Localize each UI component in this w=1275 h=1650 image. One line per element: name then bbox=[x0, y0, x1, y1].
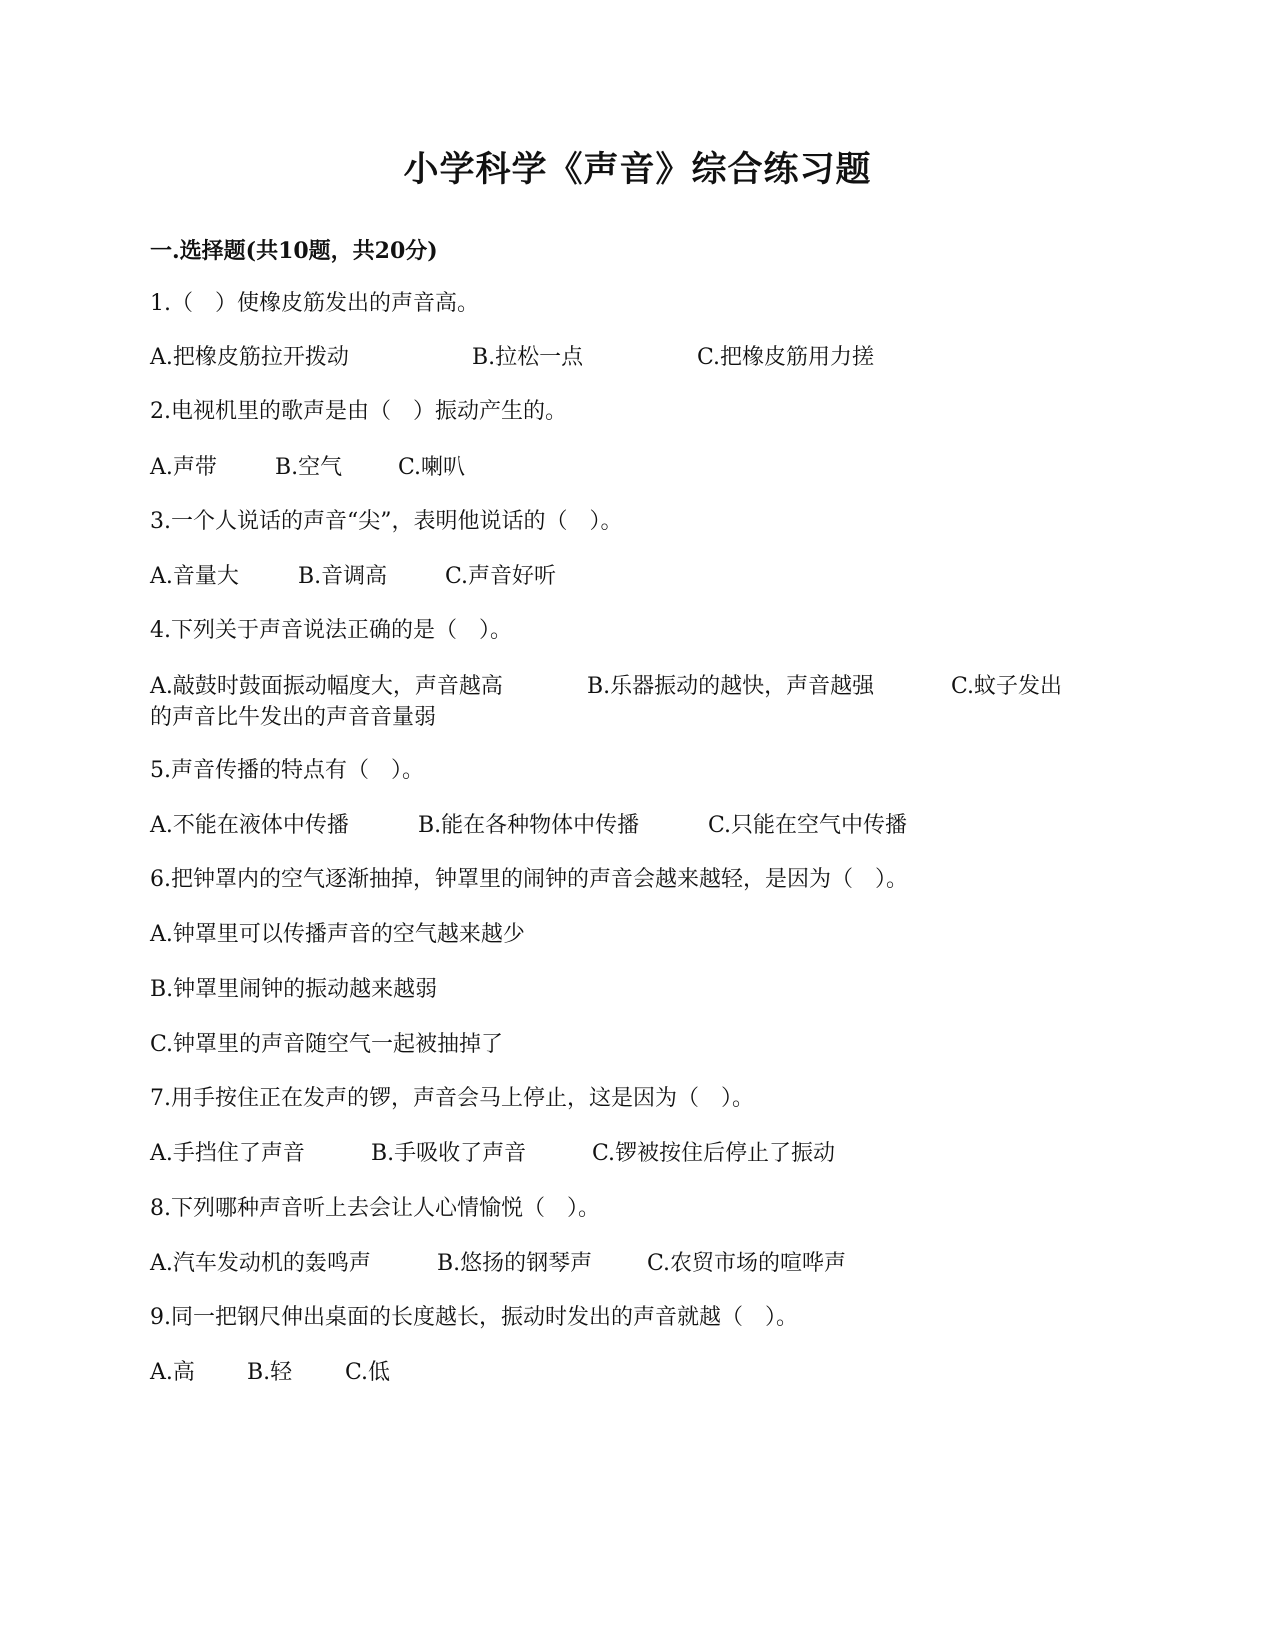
option-a: A.声带 bbox=[150, 455, 217, 480]
question-options bbox=[150, 1138, 835, 1170]
option-a: A.不能在液体中传播 bbox=[150, 813, 349, 838]
option-b: B.拉松一点 bbox=[472, 345, 584, 370]
question-stem: 6.把钟罩内的空气逐渐抽掉，钟罩里的闹钟的声音会越来越轻，是因为（ ）。 bbox=[150, 867, 908, 892]
option-c: C.锣被按住后停止了振动 bbox=[592, 1141, 836, 1166]
option-b: B.乐器振动的越快，声音越强 bbox=[587, 674, 875, 699]
question-options bbox=[150, 1357, 390, 1389]
option-a: A.敲鼓时鼓面振动幅度大，声音越高 bbox=[150, 674, 503, 699]
option-b: B.手吸收了声音 bbox=[371, 1141, 527, 1166]
option-b: B.钟罩里闹钟的振动越来越弱 bbox=[150, 977, 438, 1002]
option-b: B.能在各种物体中传播 bbox=[418, 813, 640, 838]
option-c: C.农贸市场的喧哗声 bbox=[647, 1251, 847, 1276]
option-c: C.喇叭 bbox=[398, 455, 466, 480]
option-c: C.把橡皮筋用力搓 bbox=[697, 345, 875, 370]
option-a: A.把橡皮筋拉开拨动 bbox=[150, 345, 349, 370]
option-b: B.悠扬的钢琴声 bbox=[437, 1251, 593, 1276]
question-stem: 7.用手按住正在发声的锣，声音会马上停止，这是因为（ ）。 bbox=[150, 1086, 754, 1111]
option-c-part1: C.蚊子发出 bbox=[951, 674, 1063, 699]
option-a: A.高 bbox=[150, 1360, 195, 1385]
option-a: A.音量大 bbox=[150, 564, 239, 589]
option-c: C.只能在空气中传播 bbox=[708, 813, 908, 838]
option-c: C.钟罩里的声音随空气一起被抽掉了 bbox=[150, 1032, 504, 1057]
option-c: C.低 bbox=[345, 1360, 391, 1385]
page-title: 小学科学《声音》综合练习题 bbox=[403, 149, 872, 190]
section-heading: 一.选择题(共10题，共20分) bbox=[150, 238, 438, 264]
question-stem: 1.（ ）使橡皮筋发出的声音高。 bbox=[150, 291, 479, 316]
question-options bbox=[150, 561, 556, 593]
option-c-part2: 的声音比牛发出的声音音量弱 bbox=[150, 705, 437, 730]
question-options bbox=[150, 1248, 846, 1280]
question-stem: 8.下列哪种声音听上去会让人心情愉悦（ ）。 bbox=[150, 1196, 600, 1221]
question-options bbox=[150, 671, 951, 703]
question-stem: 2.电视机里的歌声是由（ ）振动产生的。 bbox=[150, 399, 567, 424]
option-a: A.汽车发动机的轰鸣声 bbox=[150, 1251, 371, 1276]
option-a: A.手挡住了声音 bbox=[150, 1141, 305, 1166]
option-c: C.声音好听 bbox=[445, 564, 557, 589]
option-b: B.轻 bbox=[247, 1360, 293, 1385]
option-a: A.钟罩里可以传播声音的空气越来越少 bbox=[150, 922, 525, 947]
question-stem: 4.下列关于声音说法正确的是（ ）。 bbox=[150, 618, 512, 643]
option-b: B.空气 bbox=[275, 455, 343, 480]
option-b: B.音调高 bbox=[298, 564, 388, 589]
question-stem: 3.一个人说话的声音“尖”，表明他说话的（ ）。 bbox=[150, 509, 623, 534]
question-options bbox=[150, 452, 465, 484]
question-options bbox=[150, 342, 874, 374]
question-stem: 9.同一把钢尺伸出桌面的长度越长，振动时发出的声音就越（ ）。 bbox=[150, 1305, 798, 1330]
question-options bbox=[150, 810, 907, 842]
question-stem: 5.声音传播的特点有（ ）。 bbox=[150, 758, 424, 783]
